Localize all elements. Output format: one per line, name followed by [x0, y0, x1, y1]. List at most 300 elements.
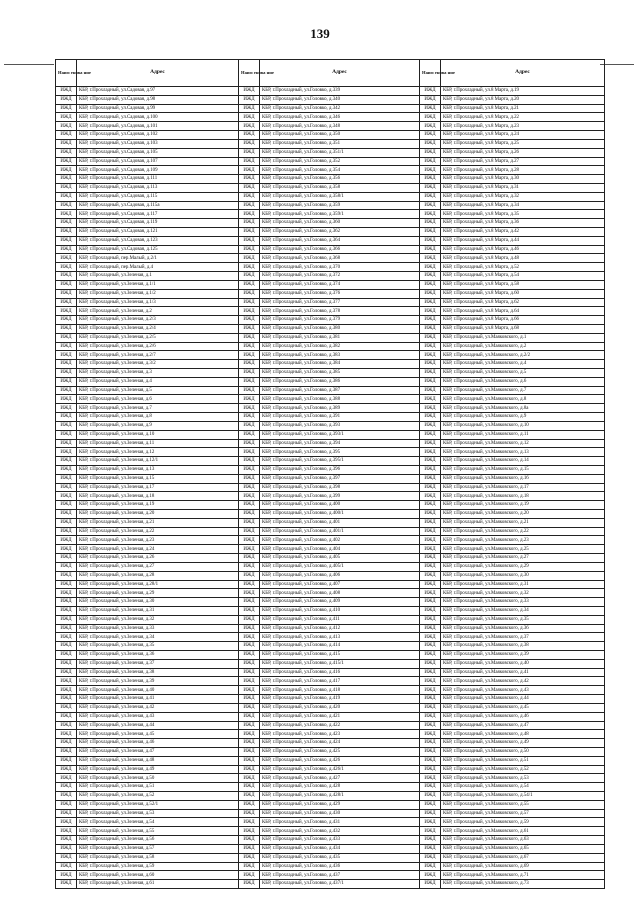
address-cell: КБР, г.Прохладный, ул.Головко, д.401/1 — [260, 527, 420, 536]
address-cell: КБР, г.Прохладный, ул.Зеленая, д.11 — [77, 439, 239, 448]
table-row — [56, 712, 605, 721]
address-cell: КБР, г.Прохладный, ул.8 Марта, д.64 — [441, 307, 605, 316]
address-cell: КБР, г.Прохладный, ул.Головко, д.431 — [260, 818, 420, 827]
address-cell: КБР, г.Прохладный, ул.Головко, д.405/1 — [260, 562, 420, 571]
address-cell: КБР, г.Прохладный, ул.Головко, д.415/1 — [260, 659, 420, 668]
type-cell: ИЖД — [420, 192, 441, 201]
type-cell: ИЖД — [420, 289, 441, 298]
address-cell: КБР, г.Прохладный, ул.Маяковского, д.7 — [441, 386, 605, 395]
type-cell: ИЖД — [239, 430, 260, 439]
type-cell: ИЖД — [239, 395, 260, 404]
address-cell: КБР, г.Прохладный, ул.Головко, д.352 — [260, 157, 420, 166]
type-cell: ИЖД — [56, 377, 77, 386]
table-row — [56, 598, 605, 607]
address-cell: КБР, г.Прохладный, ул.8 Марта, д.68 — [441, 324, 605, 333]
address-cell: КБР, г.Прохладный, ул.Маяковского, д.43 — [441, 686, 605, 695]
table-row — [56, 510, 605, 519]
address-cell: КБР, г.Прохладный, ул.Головко, д.424 — [260, 739, 420, 748]
type-cell: ИЖД — [239, 307, 260, 316]
type-cell: ИЖД — [56, 642, 77, 651]
type-cell: ИЖД — [239, 122, 260, 131]
address-cell: КБР, г.Прохладный, ул.Зеленая, д.47 — [77, 747, 239, 756]
address-cell: КБР, г.Прохладный, ул.Маяковского, д.8 — [441, 395, 605, 404]
type-cell: ИЖД — [56, 545, 77, 554]
address-cell: КБР, г.Прохладный, ул.Головко, д.432 — [260, 827, 420, 836]
address-cell: КБР, г.Прохладный, ул.Зеленая, д.17 — [77, 483, 239, 492]
page-number: 139 — [310, 26, 330, 41]
address-cell: КБР, г.Прохладный, ул.Зеленая, д.19 — [77, 501, 239, 510]
type-cell: ИЖД — [420, 862, 441, 871]
address-cell: КБР, г.Прохладный, ул.Садовая, д.123 — [77, 236, 239, 245]
address-cell: КБР, г.Прохладный, ул.Головко, д.417 — [260, 677, 420, 686]
table-row — [56, 606, 605, 615]
address-cell: КБР, г.Прохладный, ул.Зеленая, д.35 — [77, 642, 239, 651]
address-cell: КБР, г.Прохладный, ул.Головко, д.437 — [260, 871, 420, 880]
table-row — [56, 95, 605, 104]
type-cell: ИЖД — [420, 624, 441, 633]
address-cell: КБР, г.Прохладный, ул.Головко, д.397 — [260, 474, 420, 483]
type-cell: ИЖД — [56, 351, 77, 360]
type-cell: ИЖД — [239, 457, 260, 466]
type-cell: ИЖД — [420, 298, 441, 307]
table-row — [56, 104, 605, 113]
type-cell: ИЖД — [239, 659, 260, 668]
type-cell: ИЖД — [56, 386, 77, 395]
type-cell: ИЖД — [56, 703, 77, 712]
address-cell: КБР, г.Прохладный, ул.Зеленая, д.5 — [77, 386, 239, 395]
type-cell: ИЖД — [56, 589, 77, 598]
type-cell: ИЖД — [56, 201, 77, 210]
address-cell: КБР, г.Прохладный, ул.Маяковского, д.2 — [441, 342, 605, 351]
type-cell: ИЖД — [420, 545, 441, 554]
type-cell: ИЖД — [420, 809, 441, 818]
type-cell: ИЖД — [239, 289, 260, 298]
type-cell: ИЖД — [56, 510, 77, 519]
type-cell: ИЖД — [56, 166, 77, 175]
address-cell: КБР, г.Прохладный, ул.Зеленая, д.61 — [77, 880, 239, 889]
type-cell: ИЖД — [239, 377, 260, 386]
address-cell: КБР, г.Прохладный, ул.Головко, д.380 — [260, 324, 420, 333]
address-cell: КБР, г.Прохладный, ул.Головко, д.377 — [260, 298, 420, 307]
address-cell: КБР, г.Прохладный, ул.Маяковского, д.27 — [441, 554, 605, 563]
address-cell: КБР, г.Прохладный, ул.Головко, д.381 — [260, 333, 420, 342]
address-cell: КБР, г.Прохладный, ул.Зеленая, д.49 — [77, 765, 239, 774]
address-cell: КБР, г.Прохладный, ул.Головко, д.389 — [260, 404, 420, 413]
table-row — [56, 131, 605, 140]
address-cell: КБР, г.Прохладный, ул.8 Марта, д.54 — [441, 272, 605, 281]
type-cell: ИЖД — [239, 712, 260, 721]
table-row — [56, 421, 605, 430]
address-cell: КБР, г.Прохладный, ул.Головко, д.370 — [260, 263, 420, 272]
address-cell: КБР, г.Прохладный, ул.8 Марта, д.48 — [441, 254, 605, 263]
table-row — [56, 316, 605, 325]
type-cell: ИЖД — [56, 219, 77, 228]
type-cell: ИЖД — [420, 333, 441, 342]
address-cell: КБР, г.Прохладный, ул.Маяковского, д.1 — [441, 333, 605, 342]
address-cell: КБР, г.Прохладный, ул.Садовая, д.103 — [77, 139, 239, 148]
type-cell: ИЖД — [239, 510, 260, 519]
address-cell: КБР, г.Прохладный, ул.Головко, д.428/1 — [260, 792, 420, 801]
address-cell: КБР, г.Прохладный, ул.Садовая, д.102 — [77, 131, 239, 140]
table-row — [56, 536, 605, 545]
type-cell: ИЖД — [56, 844, 77, 853]
type-cell: ИЖД — [239, 421, 260, 430]
address-cell: КБР, г.Прохладный, ул.8 Марта, д.66 — [441, 316, 605, 325]
type-cell: ИЖД — [56, 289, 77, 298]
address-cell: КБР, г.Прохладный, ул.Головко, д.433 — [260, 836, 420, 845]
address-cell: КБР, г.Прохладный, ул.Головко, д.351 — [260, 139, 420, 148]
type-cell: ИЖД — [239, 598, 260, 607]
type-cell: ИЖД — [56, 254, 77, 263]
type-cell: ИЖД — [239, 703, 260, 712]
address-cell: КБР, г.Прохладный, ул.8 Марта, д.28 — [441, 166, 605, 175]
type-cell: ИЖД — [56, 598, 77, 607]
table-row — [56, 677, 605, 686]
type-cell: ИЖД — [239, 677, 260, 686]
address-cell: КБР, г.Прохладный, ул.Зеленая, д.34 — [77, 633, 239, 642]
table-row — [56, 192, 605, 201]
address-cell: КБР, г.Прохладный, ул.Головко, д.414 — [260, 642, 420, 651]
address-cell: КБР, г.Прохладный, ул.Головко, д.436 — [260, 862, 420, 871]
type-cell: ИЖД — [56, 183, 77, 192]
address-cell: КБР, г.Прохладный, ул.Головко, д.358 — [260, 183, 420, 192]
type-cell: ИЖД — [420, 465, 441, 474]
type-cell: ИЖД — [420, 395, 441, 404]
address-cell: КБР, г.Прохладный, ул.Зеленая, д.33 — [77, 624, 239, 633]
table-row — [56, 809, 605, 818]
type-cell: ИЖД — [56, 668, 77, 677]
type-cell: ИЖД — [56, 695, 77, 704]
type-cell: ИЖД — [420, 421, 441, 430]
address-cell: КБР, г.Прохладный, ул.Зеленая, д.12/1 — [77, 457, 239, 466]
table-row — [56, 642, 605, 651]
address-cell: КБР, г.Прохладный, ул.Головко, д.372 — [260, 272, 420, 281]
table-row — [56, 395, 605, 404]
address-table — [55, 59, 605, 889]
table-row — [56, 483, 605, 492]
type-cell: ИЖД — [420, 871, 441, 880]
address-cell: КБР, г.Прохладный, ул.Зеленая, д.38 — [77, 668, 239, 677]
type-cell: ИЖД — [239, 157, 260, 166]
type-cell: ИЖД — [420, 492, 441, 501]
type-cell: ИЖД — [420, 580, 441, 589]
address-cell: КБР, г.Прохладный, ул.Маяковского, д.20 — [441, 510, 605, 519]
type-cell: ИЖД — [420, 316, 441, 325]
address-cell: КБР, г.Прохладный, ул.Зеленая, д.15 — [77, 474, 239, 483]
type-cell: ИЖД — [56, 192, 77, 201]
address-cell: КБР, г.Прохладный, ул.Маяковского, д.2/2 — [441, 351, 605, 360]
address-cell: КБР, г.Прохладный, ул.Головко, д.420 — [260, 703, 420, 712]
table-row — [56, 774, 605, 783]
type-cell: ИЖД — [56, 421, 77, 430]
type-cell: ИЖД — [239, 862, 260, 871]
address-cell: КБР, г.Прохладный, ул.Зеленая, д.1/3 — [77, 298, 239, 307]
table-row — [56, 465, 605, 474]
type-cell: ИЖД — [239, 739, 260, 748]
table-row — [56, 783, 605, 792]
type-cell: ИЖД — [239, 324, 260, 333]
address-cell: КБР, г.Прохладный, ул.Зеленая, д.23 — [77, 536, 239, 545]
address-cell: КБР, г.Прохладный, ул.Зеленая, д.12 — [77, 448, 239, 457]
address-cell: КБР, г.Прохладный, ул.Маяковского, д.18 — [441, 492, 605, 501]
address-cell: КБР, г.Прохладный, ул.Головко, д.401 — [260, 518, 420, 527]
type-cell: ИЖД — [239, 465, 260, 474]
address-cell: КБР, г.Прохладный, ул.8 Марта, д.32 — [441, 192, 605, 201]
address-cell: КБР, г.Прохладный, ул.8 Марта, д.44 — [441, 236, 605, 245]
type-cell: ИЖД — [239, 254, 260, 263]
address-cell: КБР, г.Прохладный, ул.Маяковского, д.8а — [441, 404, 605, 413]
address-cell: КБР, г.Прохладный, ул.Зеленая, д.18 — [77, 492, 239, 501]
table-row — [56, 272, 605, 281]
address-cell: КБР, г.Прохладный, ул.Маяковского, д.53 — [441, 774, 605, 783]
type-cell: ИЖД — [239, 95, 260, 104]
address-cell: КБР, г.Прохладный, ул.Головко, д.435 — [260, 853, 420, 862]
type-cell: ИЖД — [420, 360, 441, 369]
address-cell: КБР, г.Прохладный, ул.Зеленая, д.31 — [77, 606, 239, 615]
table-row — [56, 747, 605, 756]
type-cell: ИЖД — [420, 307, 441, 316]
address-cell: КБР, г.Прохладный, ул.Зеленая, д.10 — [77, 430, 239, 439]
address-cell: КБР, г.Прохладный, ул.8 Марта, д.19 — [441, 87, 605, 96]
type-cell: ИЖД — [420, 554, 441, 563]
address-cell: КБР, г.Прохладный, ул.Садовая, д.101 — [77, 122, 239, 131]
address-cell: КБР, г.Прохладный, ул.Головко, д.384 — [260, 360, 420, 369]
type-cell: ИЖД — [239, 562, 260, 571]
type-cell: ИЖД — [56, 280, 77, 289]
type-cell: ИЖД — [420, 87, 441, 96]
type-cell: ИЖД — [420, 571, 441, 580]
type-cell: ИЖД — [239, 589, 260, 598]
address-cell: КБР, г.Прохладный, ул.Головко, д.421 — [260, 712, 420, 721]
address-cell: КБР, г.Прохладный, пер.Малый, д.2/1 — [77, 254, 239, 263]
address-cell: КБР, г.Прохладный, ул.Маяковского, д.45 — [441, 703, 605, 712]
address-cell: КБР, г.Прохладный, ул.Зеленая, д.8 — [77, 413, 239, 422]
address-cell: КБР, г.Прохладный, ул.Маяковского, д.61 — [441, 827, 605, 836]
address-cell: КБР, г.Прохладный, ул.Маяковского, д.22 — [441, 527, 605, 536]
type-cell: ИЖД — [420, 756, 441, 765]
address-cell: КБР, г.Прохладный, ул.Маяковского, д.50 — [441, 747, 605, 756]
address-cell: КБР, г.Прохладный, ул.Зеленая, д.52/1 — [77, 800, 239, 809]
address-cell: КБР, г.Прохладный, ул.Маяковского, д.48 — [441, 730, 605, 739]
type-cell: ИЖД — [56, 272, 77, 281]
type-cell: ИЖД — [239, 166, 260, 175]
type-cell: ИЖД — [420, 377, 441, 386]
type-cell: ИЖД — [239, 624, 260, 633]
type-cell: ИЖД — [239, 571, 260, 580]
table-row — [56, 871, 605, 880]
type-cell: ИЖД — [239, 642, 260, 651]
type-cell: ИЖД — [56, 853, 77, 862]
address-cell: КБР, г.Прохладный, ул.Маяковского, д.17 — [441, 483, 605, 492]
address-cell: КБР, г.Прохладный, ул.8 Марта, д.34 — [441, 201, 605, 210]
type-cell: ИЖД — [420, 175, 441, 184]
type-cell: ИЖД — [239, 448, 260, 457]
address-cell: КБР, г.Прохладный, ул.Головко, д.406 — [260, 571, 420, 580]
type-cell: ИЖД — [420, 95, 441, 104]
address-cell: КБР, г.Прохладный, ул.Головко, д.393 — [260, 421, 420, 430]
type-cell: ИЖД — [56, 430, 77, 439]
type-cell: ИЖД — [56, 492, 77, 501]
table-row — [56, 880, 605, 889]
type-cell: ИЖД — [420, 324, 441, 333]
address-cell: КБР, г.Прохладный, ул.Маяковского, д.25 — [441, 545, 605, 554]
type-cell: ИЖД — [56, 677, 77, 686]
table-row — [56, 333, 605, 342]
address-cell: КБР, г.Прохладный, ул.8 Марта, д.23 — [441, 122, 605, 131]
address-cell: КБР, г.Прохладный, ул.Маяковского, д.5 — [441, 369, 605, 378]
address-cell: КБР, г.Прохладный, ул.Головко, д.358/1 — [260, 192, 420, 201]
type-cell: ИЖД — [239, 245, 260, 254]
table-row — [56, 87, 605, 96]
table-row — [56, 386, 605, 395]
address-cell: КБР, г.Прохладный, ул.Маяковского, д.9 — [441, 413, 605, 422]
type-cell: ИЖД — [420, 148, 441, 157]
type-cell: ИЖД — [56, 404, 77, 413]
address-cell: КБР, г.Прохладный, ул.Зеленая, д.54 — [77, 818, 239, 827]
address-cell: КБР, г.Прохладный, ул.Головко, д.374 — [260, 280, 420, 289]
address-cell: КБР, г.Прохладный, ул.Маяковского, д.40 — [441, 659, 605, 668]
type-cell: ИЖД — [420, 122, 441, 131]
table-row — [56, 157, 605, 166]
address-cell: КБР, г.Прохладный, ул.Головко, д.394 — [260, 439, 420, 448]
address-cell: КБР, г.Прохладный, ул.Садовая, д.117 — [77, 210, 239, 219]
table-row — [56, 298, 605, 307]
type-cell: ИЖД — [239, 783, 260, 792]
type-cell: ИЖД — [239, 236, 260, 245]
address-cell: КБР, г.Прохладный, ул.Маяковского, д.16 — [441, 474, 605, 483]
address-cell: КБР, г.Прохладный, ул.Зеленая, д.44 — [77, 721, 239, 730]
address-cell: КБР, г.Прохладный, ул.Маяковского, д.39 — [441, 651, 605, 660]
type-cell: ИЖД — [420, 501, 441, 510]
address-cell: КБР, г.Прохладный, ул.Головко, д.408 — [260, 589, 420, 598]
address-cell: КБР, г.Прохладный, ул.Головко, д.376 — [260, 289, 420, 298]
table-row — [56, 360, 605, 369]
address-cell: КБР, г.Прохладный, ул.Зеленая, д.13 — [77, 465, 239, 474]
address-cell: КБР, г.Прохладный, ул.Головко, д.359 — [260, 201, 420, 210]
table-row — [56, 457, 605, 466]
address-cell: КБР, г.Прохладный, ул.8 Марта, д.22 — [441, 113, 605, 122]
type-cell: ИЖД — [239, 87, 260, 96]
address-cell: КБР, г.Прохладный, ул.Маяковского, д.23 — [441, 536, 605, 545]
table-row — [56, 254, 605, 263]
address-cell: КБР, г.Прохладный, ул.Головко, д.366 — [260, 245, 420, 254]
type-cell: ИЖД — [420, 562, 441, 571]
address-cell: КБР, г.Прохладный, ул.Головко, д.426/1 — [260, 765, 420, 774]
address-cell: КБР, г.Прохладный, ул.Маяковского, д.31 — [441, 580, 605, 589]
table-row — [56, 501, 605, 510]
table-row — [56, 695, 605, 704]
address-cell: КБР, г.Прохладный, ул.Маяковского, д.13 — [441, 448, 605, 457]
table-row — [56, 624, 605, 633]
type-cell: ИЖД — [420, 721, 441, 730]
type-cell: ИЖД — [56, 501, 77, 510]
table-row — [56, 324, 605, 333]
type-cell: ИЖД — [239, 800, 260, 809]
type-cell: ИЖД — [420, 439, 441, 448]
address-cell: КБР, г.Прохладный, ул.Зеленая, д.24 — [77, 545, 239, 554]
address-cell: КБР, г.Прохладный, ул.Головко, д.387 — [260, 386, 420, 395]
type-cell: ИЖД — [420, 457, 441, 466]
address-cell: КБР, г.Прохладный, ул.Головко, д.364 — [260, 236, 420, 245]
address-cell: КБР, г.Прохладный, ул.Зеленая, д.28/1 — [77, 580, 239, 589]
address-cell: КБР, г.Прохладный, ул.Маяковского, д.41 — [441, 668, 605, 677]
table-row — [56, 827, 605, 836]
address-cell: КБР, г.Прохладный, ул.Садовая, д.109 — [77, 166, 239, 175]
address-cell: КБР, г.Прохладный, ул.8 Марта, д.24 — [441, 131, 605, 140]
type-cell: ИЖД — [239, 853, 260, 862]
type-cell: ИЖД — [56, 483, 77, 492]
type-cell: ИЖД — [56, 342, 77, 351]
address-cell: КБР, г.Прохладный, ул.Головко, д.400/1 — [260, 510, 420, 519]
address-cell: КБР, г.Прохладный, ул.Садовая, д.99 — [77, 104, 239, 113]
type-cell: ИЖД — [56, 131, 77, 140]
address-cell: КБР, г.Прохладный, ул.8 Марта, д.21 — [441, 104, 605, 113]
address-cell: КБР, г.Прохладный, ул.Головко, д.368 — [260, 254, 420, 263]
type-cell: ИЖД — [420, 210, 441, 219]
address-cell: КБР, г.Прохладный, ул.Маяковского, д.19 — [441, 501, 605, 510]
address-cell: КБР, г.Прохладный, ул.Головко, д.416 — [260, 668, 420, 677]
table-row — [56, 800, 605, 809]
address-cell: КБР, г.Прохладный, ул.Головко, д.410 — [260, 606, 420, 615]
type-cell: ИЖД — [239, 228, 260, 237]
type-cell: ИЖД — [420, 827, 441, 836]
address-cell: КБР, г.Прохладный, ул.Маяковского, д.4 — [441, 360, 605, 369]
address-cell: КБР, г.Прохладный, ул.Головко, д.386 — [260, 377, 420, 386]
type-cell: ИЖД — [420, 659, 441, 668]
address-cell: КБР, г.Прохладный, пер.Малый, д.4 — [77, 263, 239, 272]
type-cell: ИЖД — [239, 871, 260, 880]
address-cell: КБР, г.Прохладный, ул.Головко, д.385 — [260, 369, 420, 378]
address-cell: КБР, г.Прохладный, ул.8 Марта, д.27 — [441, 157, 605, 166]
type-cell: ИЖД — [56, 562, 77, 571]
type-cell: ИЖД — [239, 113, 260, 122]
address-cell: КБР, г.Прохладный, ул.Зеленая, д.50 — [77, 774, 239, 783]
address-cell: КБР, г.Прохладный, ул.Головко, д.412 — [260, 624, 420, 633]
type-cell: ИЖД — [56, 527, 77, 536]
address-cell: КБР, г.Прохладный, ул.8 Марта, д.26 — [441, 148, 605, 157]
table-row — [56, 413, 605, 422]
type-cell: ИЖД — [239, 765, 260, 774]
address-cell: КБР, г.Прохладный, ул.Зеленая, д.52 — [77, 792, 239, 801]
address-cell: КБР, г.Прохладный, ул.8 Марта, д.20 — [441, 95, 605, 104]
address-cell: КБР, г.Прохладный, ул.Маяковского, д.42 — [441, 677, 605, 686]
table-row — [56, 615, 605, 624]
table-row — [56, 219, 605, 228]
type-cell: ИЖД — [420, 157, 441, 166]
address-cell: КБР, г.Прохладный, ул.Маяковского, д.29 — [441, 562, 605, 571]
address-cell: КБР, г.Прохладный, ул.Головко, д.359/1 — [260, 210, 420, 219]
address-cell: КБР, г.Прохладный, ул.Садовая, д.115а — [77, 201, 239, 210]
address-column-header-3: Адрес — [441, 60, 605, 87]
address-cell: КБР, г.Прохладный, ул.Маяковского, д.44 — [441, 695, 605, 704]
address-cell: КБР, г.Прохладный, ул.Головко, д.395/1 — [260, 457, 420, 466]
address-cell: КБР, г.Прохладный, ул.Садовая, д.100 — [77, 113, 239, 122]
address-cell: КБР, г.Прохладный, ул.Головко, д.395 — [260, 448, 420, 457]
type-cell: ИЖД — [420, 245, 441, 254]
table-row — [56, 228, 605, 237]
type-cell: ИЖД — [420, 104, 441, 113]
type-cell: ИЖД — [56, 800, 77, 809]
address-cell: КБР, г.Прохладный, ул.Головко, д.393/1 — [260, 430, 420, 439]
address-cell: КБР, г.Прохладный, ул.Садовая, д.121 — [77, 228, 239, 237]
type-cell: ИЖД — [56, 360, 77, 369]
address-cell: КБР, г.Прохладный, ул.Маяковского, д.30 — [441, 571, 605, 580]
address-cell: КБР, г.Прохладный, ул.Зеленая, д.1/1 — [77, 280, 239, 289]
address-cell: КБР, г.Прохладный, ул.Головко, д.350 — [260, 131, 420, 140]
type-cell: ИЖД — [420, 695, 441, 704]
type-cell: ИЖД — [56, 809, 77, 818]
address-cell: КБР, г.Прохладный, ул.8 Марта, д.60 — [441, 289, 605, 298]
